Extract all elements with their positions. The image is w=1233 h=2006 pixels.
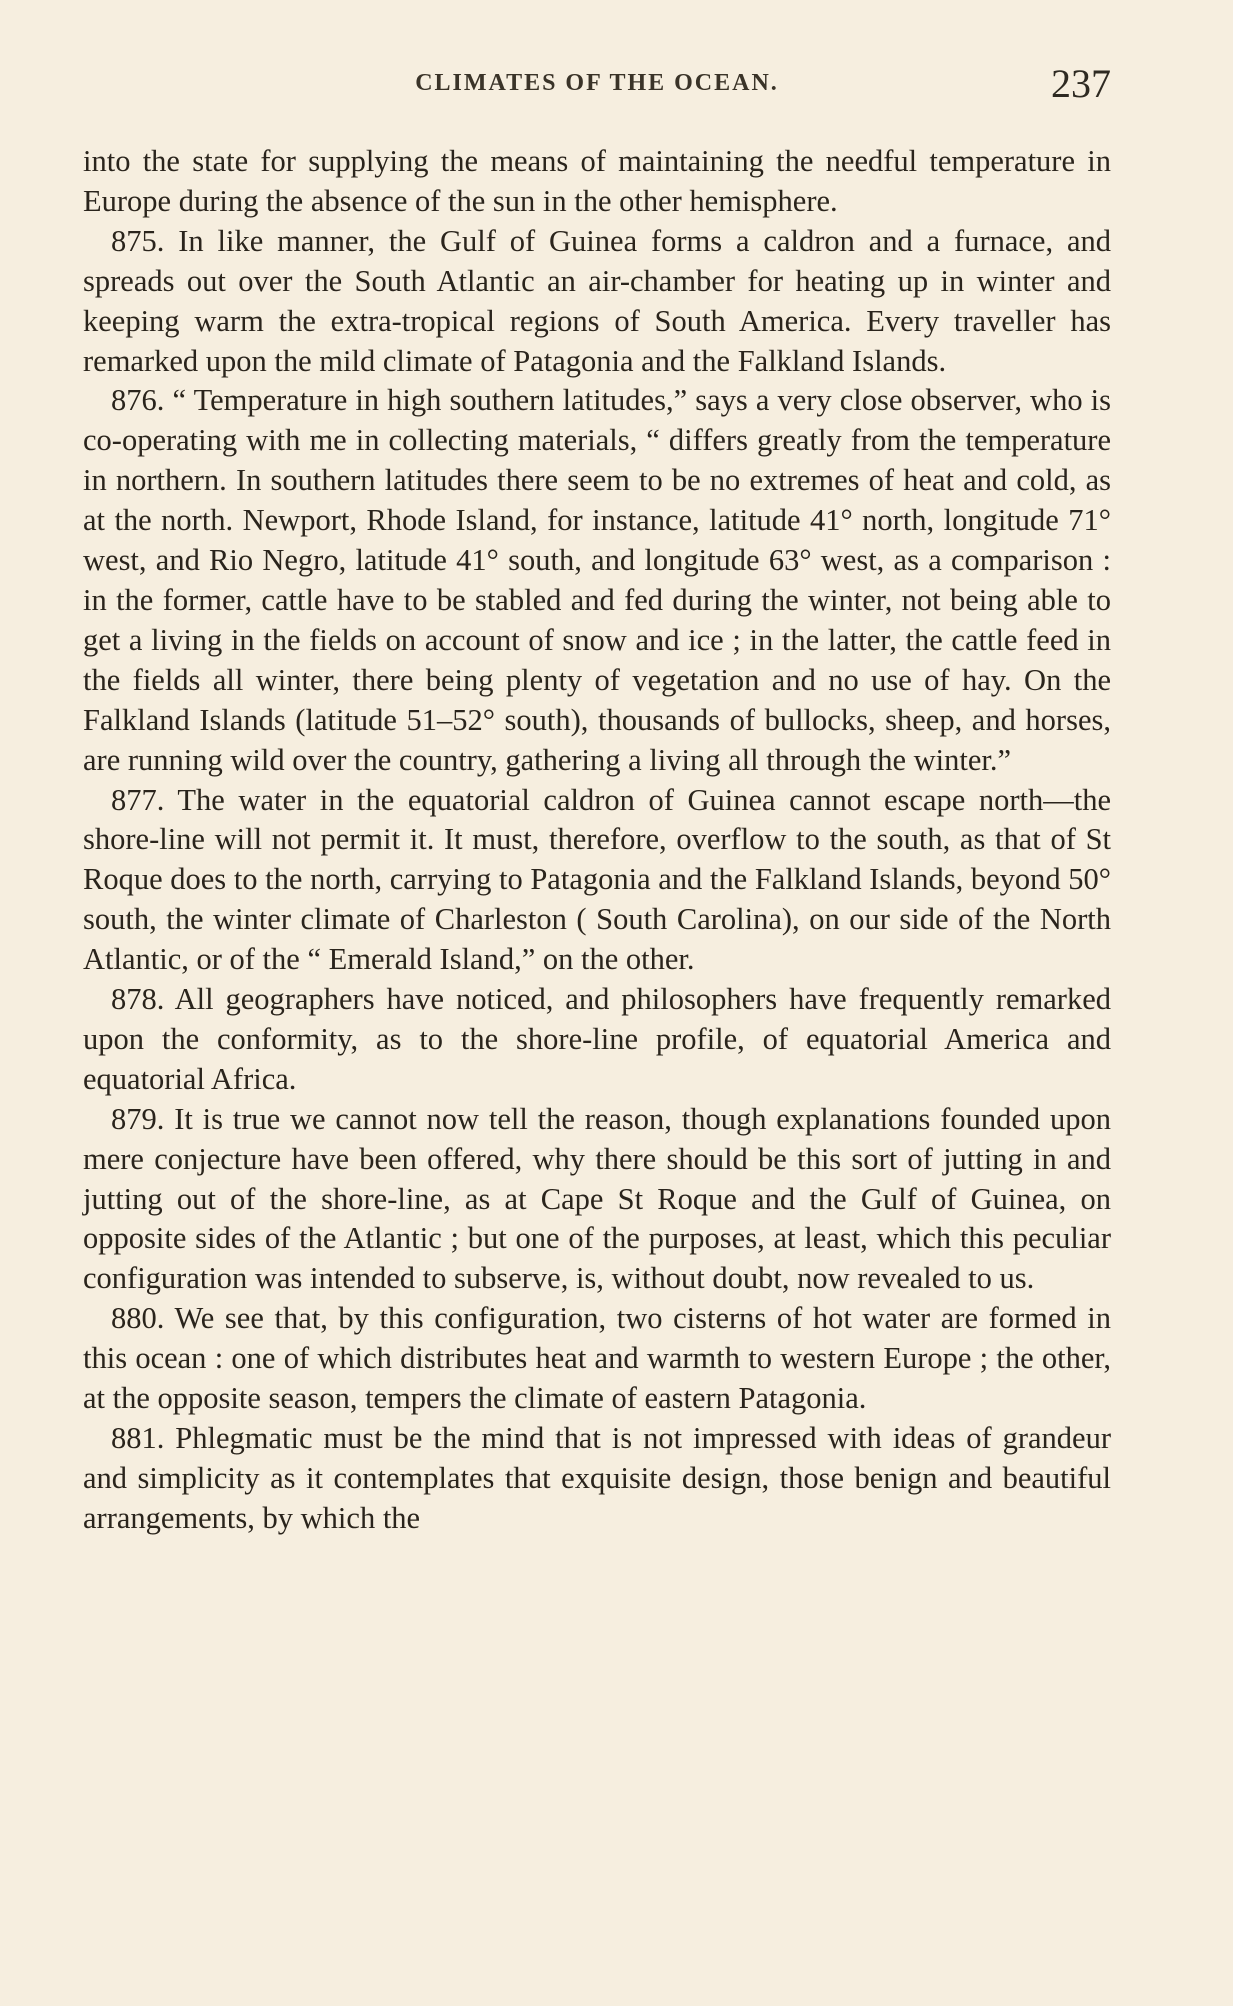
paragraph-number: 875. <box>111 223 165 258</box>
paragraph-text: “ Temperature in high southern latitudes,” says a very close observer, who is co-operating with me in collecting materials, “ differs greatly from the temperature in northern. In southern latitudes there seem to be no extremes of heat and cold, as at the north. Newport, Rhode Island, for instance, latitude 41° north, longitude 71° west, and Rio Negro, latitude 41° south, and longitude 63° west, as a comparison : in the former, cattle have to be stabled and fed during the winter, not being able to get a living in the fields on account of snow and ice ; in the latter, the cattle feed in the fields all winter, there being plenty of vegetation and no use of hay. On the Falkland Islands (latitude 51–52° south), thousands of bullocks, sheep, and horses, are running wild over the country, gathering a living all through the winter.” <box>83 383 1112 777</box>
paragraph-876 <box>83 381 1111 780</box>
paragraph-number: 877. <box>111 782 165 817</box>
paragraph-number: 876. <box>111 383 165 418</box>
page-number: 237 <box>1051 61 1111 106</box>
paragraph-877 <box>83 781 1111 981</box>
paragraph-continuation <box>83 142 1111 222</box>
paragraph-text: We see that, by this configuration, two cisterns of hot water are formed in this ocean : one of which distributes heat and warmth to western Europe ; the other, at the opposite season, tempers the climate of eastern Patagonia. <box>83 1301 1112 1416</box>
paragraph-881 <box>83 1419 1111 1539</box>
paragraph-text: Phlegmatic must be the mind that is not impressed with ideas of grandeur and simplicity as it contemplates that exquisite design, those benign and beautiful arrangements, by which the <box>83 1421 1111 1535</box>
paragraph-878 <box>83 980 1111 1100</box>
paragraph-text: into the state for supplying the means of maintaining the needful temperature in Europe during the absence of the sun in the other hemisphere. <box>83 144 1111 218</box>
paragraph-text: In like manner, the Gulf of Guinea forms a caldron and a furnace, and spreads out over the South Atlantic an air-chamber for heating up in winter and keeping warm the extra-tropical regions of South America. Every traveller has remarked upon the mild climate of Patagonia and the Falkland Islands. <box>83 223 1112 378</box>
running-title: CLIMATES OF THE OCEAN. <box>415 70 779 96</box>
paragraph-text: It is true we cannot now tell the reason, though explanations founded upon mere conjecture have been offered, why there should be this sort of jutting in and jutting out of the shore-line, as at Cape St Roque and the Gulf of Guinea, on opposite sides of the Atlantic ; but one of the purposes, at least, which this peculiar configuration was intended to subserve, is, without doubt, now revealed to us. <box>83 1101 1111 1296</box>
paragraph-number: 881. <box>111 1421 165 1455</box>
body-text <box>83 142 1111 1539</box>
paragraph-text: The water in the equatorial caldron of Guinea cannot escape north—the shore-line will not permit it. It must, therefore, overflow to the south, as that of St Roque does to the north, carrying to Patagonia and the Falkland Islands, beyond 50° south, the winter climate of Charleston ( South Carolina), on our side of the North Atlantic, or of the “ Emerald Island,” on the other. <box>83 782 1111 977</box>
running-head <box>83 61 1111 114</box>
paragraph-880 <box>83 1299 1111 1419</box>
paragraph-875 <box>83 222 1111 382</box>
paragraph-number: 879. <box>111 1101 165 1136</box>
paragraph-number: 880. <box>111 1301 165 1336</box>
paragraph-text: All geographers have noticed, and philosophers have frequently remarked upon the conformity, as to the shore-line profile, of equatorial America and equatorial Africa. <box>83 982 1111 1096</box>
paragraph-number: 878. <box>111 982 165 1017</box>
paragraph-879 <box>83 1100 1111 1300</box>
